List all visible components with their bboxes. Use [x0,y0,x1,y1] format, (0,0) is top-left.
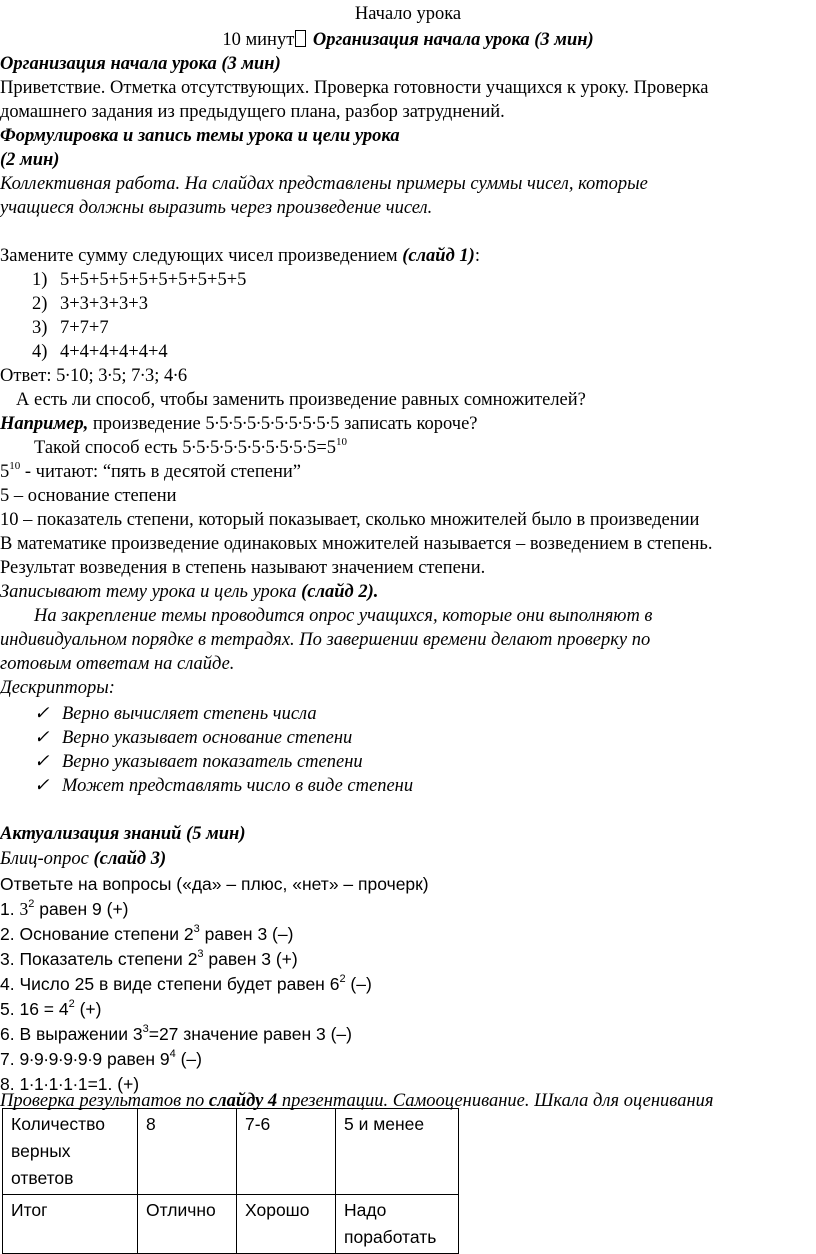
consolidate-line-2: индивидуальном порядке в тетрадях. По завершении времени делают проверку по [0,630,651,650]
quiz-question-7 [0,1048,202,1070]
check-icon: ✓ [34,752,50,772]
topic-heading-time: (2 мин) [0,150,60,170]
q6-prefix: 6. В выражении 3 [0,1024,143,1044]
lesson-subtitle [0,29,816,51]
grading-scale-table [2,1108,459,1254]
topic-heading: Формулировка и запись темы урока и цели урока [0,126,400,146]
method-text: Такой способ есть 5∙5∙5∙5∙5∙5∙5∙5∙5∙5=5 [34,438,337,458]
quiz-question-8: 8. 1∙1∙1∙1∙1=1. (+) [0,1074,140,1094]
item-text: 3+3+3+3+3 [60,294,148,314]
subtitle-rest: Организация начала урока (3 мин) [312,30,594,50]
method-line [34,437,347,459]
table-row [3,1195,459,1254]
read-base: 5 [0,462,10,482]
table-cell: Количество верных ответов [3,1109,138,1195]
org-line-1: Приветствие. Отметка отсутствующих. Проверка готовности учащихся к уроку. Проверка [0,78,709,98]
consolidate-line-3: готовым ответам на слайде. [0,654,235,674]
topic-intro-1: Коллективная работа. На слайдах представлены примеры суммы чисел, которые [0,174,648,194]
descriptor-text: Верно указывает основание степени [62,728,353,748]
base-line: 5 – основание степени [0,486,177,506]
q1-prefix: 1. [0,899,20,919]
org-line-2: домашнего задания из предыдущего плана, разбор затруднений. [0,102,505,122]
table-cell: Надо поработать [336,1195,459,1254]
read-exponent: 10 [9,460,21,472]
q7-rest: (–) [175,1049,202,1069]
result-line: Результат возведения в степень называют значением степени. [0,558,486,578]
record-text: Записывают тему урока и цель урока [0,582,302,602]
quiz-question-4 [0,973,372,995]
q6-exponent: 3 [142,1023,149,1035]
read-line [0,461,301,483]
org-heading: Организация начала урока (3 мин) [0,54,281,74]
sum-item-1 [32,269,246,291]
example-rest: произведение 5∙5∙5∙5∙5∙5∙5∙5∙5∙5 записать короче? [88,414,478,434]
q7-prefix: 7. 9∙9∙9∙9∙9∙9 равен 9 [0,1049,170,1069]
descriptors-label: Дескрипторы: [0,678,115,698]
q3-exponent: 3 [197,948,204,960]
quiz-question-2 [0,923,293,945]
item-number: 1) [32,270,48,290]
table-cell: 7-6 [237,1109,336,1195]
descriptor-item [34,727,352,749]
actual-heading: Актуализация знаний (5 мин) [0,824,246,844]
check-text-a: Проверка результатов по [0,1091,209,1111]
q4-exponent: 2 [339,973,346,985]
subtitle-prefix: 10 минут [222,30,295,50]
q2-exponent: 3 [193,923,200,935]
check-slide: слайду 4 [208,1091,278,1111]
blitz-text: Блиц-опрос [0,849,94,869]
q5-rest: (+) [74,999,102,1019]
quiz-question-6 [0,1023,352,1045]
answer-line: Ответ: 5∙10; 3∙5; 7∙3; 4∙6 [0,366,188,386]
example-line [0,413,478,435]
blitz-line [0,848,166,870]
q1-rest: равен 9 (+) [34,899,129,919]
task-colon: : [474,246,480,266]
question-line: А есть ли способ, чтобы заменить произведение равных сомножителей? [16,390,586,410]
table-cell: Отлично [138,1195,237,1254]
blitz-slide: (слайд 3) [93,849,167,869]
topic-intro-2: учащиеся должны выразить через произведение чисел. [0,198,433,218]
sum-item-2 [32,293,148,315]
record-line [0,581,378,603]
sum-item-4 [32,341,168,363]
sum-item-3 [32,317,109,339]
q6-rest: =27 значение равен 3 (–) [148,1024,352,1044]
table-cell: 5 и менее [336,1109,459,1195]
quiz-question-5 [0,998,101,1020]
q7-exponent: 4 [169,1048,176,1060]
descriptor-text: Может представлять число в виде степени [62,776,414,796]
q2-rest: равен 3 (–) [199,924,294,944]
descriptor-item [34,703,317,725]
task-text: Замените сумму следующих чисел произведением [0,246,403,266]
q1-exponent: 2 [28,898,35,910]
lesson-title: Начало урока [354,4,462,24]
exponent-line: 10 – показатель степени, который показывает, сколько множителей было в произведении [0,510,700,530]
q3-rest: равен 3 (+) [203,949,298,969]
item-text: 5+5+5+5+5+5+5+5+5+5 [60,270,247,290]
descriptor-text: Верно вычисляет степень числа [62,704,317,724]
descriptor-text: Верно указывает показатель степени [62,752,363,772]
quiz-question-1 [0,898,129,920]
item-number: 4) [32,342,48,362]
missing-glyph-icon [295,30,306,47]
check-icon: ✓ [34,728,50,748]
q4-prefix: 4. Число 25 в виде степени будет равен 6 [0,974,340,994]
table-row [3,1109,459,1195]
check-text-c: презентации. Самооценивание. Шкала для оценивания [277,1091,714,1111]
method-exponent: 10 [336,436,348,448]
check-icon: ✓ [34,776,50,796]
q5-exponent: 2 [68,998,75,1010]
table-cell: Итог [3,1195,138,1254]
consolidate-line-1: На закрепление темы проводится опрос учащихся, которые они выполняют в [34,606,653,626]
item-number: 3) [32,318,48,338]
read-rest: - читают: “пять в десятой степени” [20,462,301,482]
table-cell: Хорошо [237,1195,336,1254]
item-text: 7+7+7 [60,318,109,338]
descriptor-item [34,775,413,797]
example-bold: Например, [0,414,89,434]
instruction-line: Ответьте на вопросы («да» – плюс, «нет» – прочерк) [0,874,429,894]
check-icon: ✓ [34,704,50,724]
task-line [0,245,480,267]
definition-line: В математике произведение одинаковых множителей называется – возведением в степень. [0,534,713,554]
task-slide: (слайд 1) [402,246,475,266]
q1-base: 3 [19,899,29,919]
item-number: 2) [32,294,48,314]
descriptor-item [34,751,363,773]
q5-prefix: 5. 16 = 4 [0,999,69,1019]
q2-prefix: 2. Основание степени 2 [0,924,194,944]
record-slide: (слайд 2). [301,582,379,602]
q4-rest: (–) [345,974,372,994]
quiz-question-3 [0,948,298,970]
q3-prefix: 3. Показатель степени 2 [0,949,198,969]
item-text: 4+4+4+4+4+4 [60,342,168,362]
table-cell: 8 [138,1109,237,1195]
